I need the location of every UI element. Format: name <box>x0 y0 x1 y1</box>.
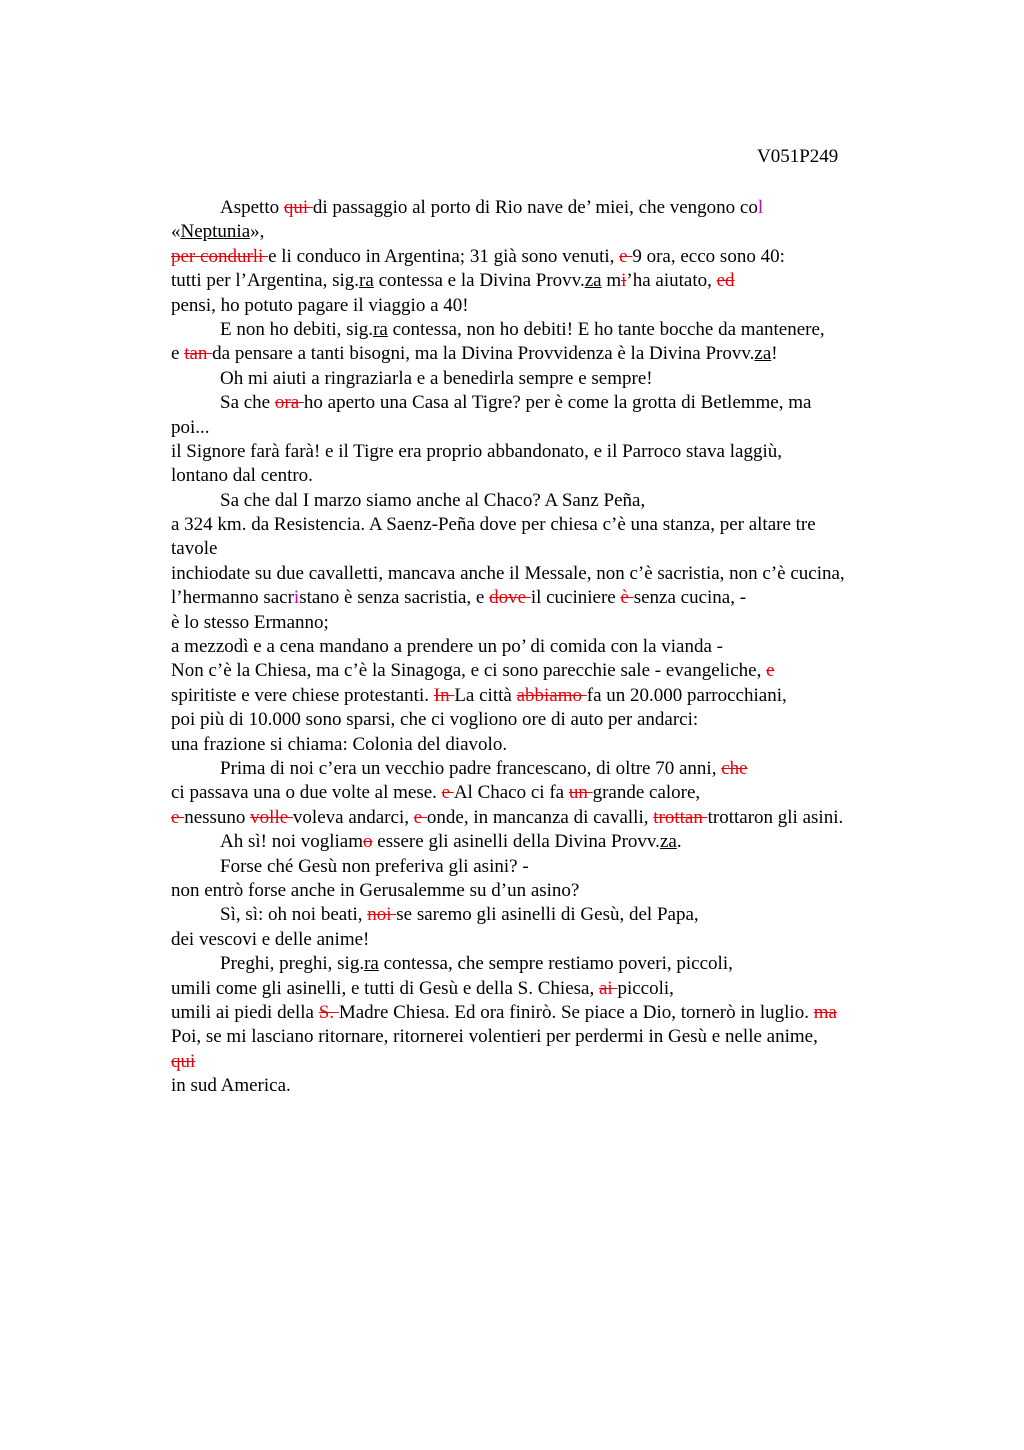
text-segment: Sa che <box>220 392 275 414</box>
text-segment: poi... <box>171 416 210 438</box>
deleted-text: e <box>441 782 454 804</box>
text-segment: stano è senza sacristia, e <box>299 587 490 609</box>
text-line <box>171 830 931 854</box>
inserted-text: i <box>293 587 300 609</box>
text-segment: Aspetto <box>220 197 284 218</box>
text-line <box>171 440 931 464</box>
text-line <box>171 489 931 513</box>
text-segment: La città <box>454 684 517 706</box>
text-segment: Sì, sì: oh noi beati, <box>220 904 368 926</box>
text-segment: Ah sì! noi vogliam <box>220 831 364 853</box>
text-segment: « <box>171 221 181 243</box>
text-segment: Sa che dal I marzo siamo anche al Chaco? A Sanz Peña, <box>220 489 646 511</box>
deleted-text: ed <box>716 270 735 292</box>
deleted-text: per condurli <box>171 245 269 267</box>
deleted-text: che <box>721 757 748 779</box>
deleted-text: e <box>619 245 633 267</box>
text-segment: Poi, se mi lasciano ritornare, ritornerei volentieri per perdermi in Gesù e nelle anime, <box>171 1026 818 1048</box>
deleted-text: abbiamo <box>516 684 587 706</box>
deleted-text: e <box>171 806 185 828</box>
text-line <box>171 733 931 757</box>
text-line <box>171 220 931 244</box>
text-segment: tavole <box>171 538 218 560</box>
text-line <box>171 806 931 830</box>
text-segment: trottaron gli asini. <box>707 806 844 828</box>
text-line <box>171 269 931 293</box>
text-line <box>171 781 931 805</box>
text-segment: e li conduco in Argentina; 31 già sono venuti, <box>268 245 620 267</box>
deleted-text: qui <box>171 1050 196 1072</box>
text-line <box>171 879 931 903</box>
text-segment: inchiodate su due cavalletti, mancava anche il Messale, non c’è sacristia, non c’è cucina, <box>171 562 845 584</box>
text-segment: umili ai piedi della <box>171 1001 319 1023</box>
text-segment: voleva andarci, <box>292 806 414 828</box>
underlined-text: za <box>584 270 602 292</box>
text-line <box>171 855 931 879</box>
deleted-text: In <box>433 684 455 706</box>
text-segment: fa un 20.000 parrocchiani, <box>586 684 787 706</box>
text-line <box>171 318 931 342</box>
text-segment: E non ho debiti, sig. <box>220 318 374 340</box>
text-line <box>171 464 931 488</box>
text-segment: di passaggio al porto di Rio nave de’ miei, che vengono co <box>312 197 758 218</box>
text-line <box>171 684 931 708</box>
text-line <box>171 245 931 269</box>
text-line <box>171 977 931 1001</box>
text-line <box>171 1025 931 1049</box>
text-segment: l’hermanno sacr <box>171 587 294 609</box>
text-segment: contessa, che sempre restiamo poveri, piccoli, <box>378 953 733 975</box>
text-line <box>171 903 931 927</box>
text-line <box>171 537 931 561</box>
underlined-text: Neptunia <box>180 221 251 243</box>
text-segment: Prima di noi c’era un vecchio padre francescano, di oltre 70 anni, <box>220 757 722 779</box>
text-line <box>171 635 931 659</box>
deleted-text: i <box>621 270 627 292</box>
text-line <box>171 708 931 732</box>
text-segment: una frazione si chiama: Colonia del diavolo. <box>171 733 508 755</box>
text-segment: se saremo gli asinelli di Gesù, del Papa, <box>396 904 699 926</box>
text-segment: lontano dal centro. <box>171 465 313 487</box>
text-segment: umili come gli asinelli, e tutti di Gesù e della S. Chiesa, <box>171 977 599 999</box>
text-line <box>171 1050 931 1074</box>
text-segment: », <box>250 221 265 243</box>
underlined-text: za <box>754 343 772 365</box>
text-segment: ! <box>771 343 778 365</box>
text-segment: Preghi, preghi, sig. <box>220 953 365 975</box>
text-segment: piccoli, <box>617 977 674 999</box>
deleted-text: e <box>413 806 427 828</box>
text-line <box>171 367 931 391</box>
underlined-text: ra <box>364 953 379 975</box>
inserted-text: l <box>757 197 764 218</box>
text-line <box>171 659 931 683</box>
deleted-text: un <box>568 782 593 804</box>
letter-body <box>171 196 931 1098</box>
text-line <box>171 294 931 318</box>
text-line <box>171 342 931 366</box>
text-line <box>171 1001 931 1025</box>
text-line <box>171 757 931 781</box>
deleted-text: volle <box>250 806 293 828</box>
text-line <box>171 928 931 952</box>
text-segment: m <box>601 270 622 292</box>
text-segment: contessa e la Divina Provv. <box>373 270 585 292</box>
text-segment: Non c’è la Chiesa, ma c’è la Sinagoga, e ci sono parecchie sale - evangeliche, <box>171 660 767 682</box>
deleted-text: noi <box>367 904 397 926</box>
text-segment: nessuno <box>184 806 251 828</box>
text-segment: il Signore farà farà! e il Tigre era proprio abbandonato, e il Parroco stava laggiù, <box>171 440 782 462</box>
text-segment: a mezzodì e a cena mandano a prendere un po’ di comida con la vianda - <box>171 636 723 658</box>
text-segment: e <box>171 343 185 365</box>
text-line <box>171 513 931 537</box>
deleted-text: ai <box>598 977 618 999</box>
text-segment: Oh mi aiuti a ringraziarla e a benedirla sempre e sempre! <box>220 367 653 389</box>
deleted-text: S. <box>318 1001 339 1023</box>
underlined-text: za <box>659 831 677 853</box>
text-line <box>171 611 931 635</box>
page-reference: V051P249 <box>757 146 839 167</box>
text-segment: spiritiste e vere chiese protestanti. <box>171 684 434 706</box>
deleted-text: è <box>620 587 634 609</box>
text-segment: il cuciniere <box>530 587 621 609</box>
text-segment: da pensare a tanti bisogni, ma la Divina Provvidenza è la Divina Provv. <box>212 343 755 365</box>
deleted-text: o <box>363 831 373 853</box>
text-line <box>171 196 931 220</box>
text-segment: ho aperto una Casa al Tigre? per è come la grotta di Betlemme, ma <box>303 392 812 414</box>
text-segment: pensi, ho potuto pagare il viaggio a 40! <box>171 294 469 316</box>
text-segment: tutti per l’Argentina, sig. <box>171 270 360 292</box>
text-segment: è lo stesso Ermanno; <box>171 611 329 633</box>
underlined-text: ra <box>359 270 374 292</box>
text-segment: grande calore, <box>592 782 701 804</box>
deleted-text: tan <box>184 343 213 365</box>
deleted-text: dove <box>489 587 531 609</box>
text-segment: ’ha aiutato, <box>626 270 717 292</box>
text-segment: onde, in mancanza di cavalli, <box>426 806 654 828</box>
text-segment: in sud America. <box>171 1075 291 1097</box>
text-line <box>171 952 931 976</box>
deleted-text: e <box>766 660 775 682</box>
text-segment: poi più di 10.000 sono sparsi, che ci vogliono ore di auto per andarci: <box>171 709 699 731</box>
text-segment: Madre Chiesa. Ed ora finirò. Se piace a Dio, tornerò in luglio. <box>338 1001 814 1023</box>
text-segment: ci passava una o due volte al mese. <box>171 782 442 804</box>
text-segment: dei vescovi e delle anime! <box>171 928 370 950</box>
text-segment: a 324 km. da Resistencia. A Saenz-Peña dove per chiesa c’è una stanza, per altare tre <box>171 514 816 536</box>
text-segment: Forse ché Gesù non preferiva gli asini? - <box>220 855 529 877</box>
deleted-text: qui <box>283 197 313 218</box>
text-segment: 9 ora, ecco sono 40: <box>632 245 785 267</box>
text-line <box>171 1074 931 1098</box>
text-line <box>171 586 931 610</box>
text-line <box>171 391 931 415</box>
deleted-text: ma <box>813 1001 837 1023</box>
text-segment: essere gli asinelli della Divina Provv. <box>372 831 660 853</box>
text-line <box>171 416 931 440</box>
deleted-text: ora <box>274 392 304 414</box>
text-segment: senza cucina, - <box>633 587 747 609</box>
text-line <box>171 562 931 586</box>
text-segment: non entrò forse anche in Gerusalemme su d’un asino? <box>171 879 580 901</box>
text-segment: contessa, non ho debiti! E ho tante bocche da mantenere, <box>387 318 825 340</box>
underlined-text: ra <box>373 318 388 340</box>
text-segment: Al Chaco ci fa <box>453 782 569 804</box>
deleted-text: trottan <box>653 806 708 828</box>
text-segment: . <box>676 831 682 853</box>
